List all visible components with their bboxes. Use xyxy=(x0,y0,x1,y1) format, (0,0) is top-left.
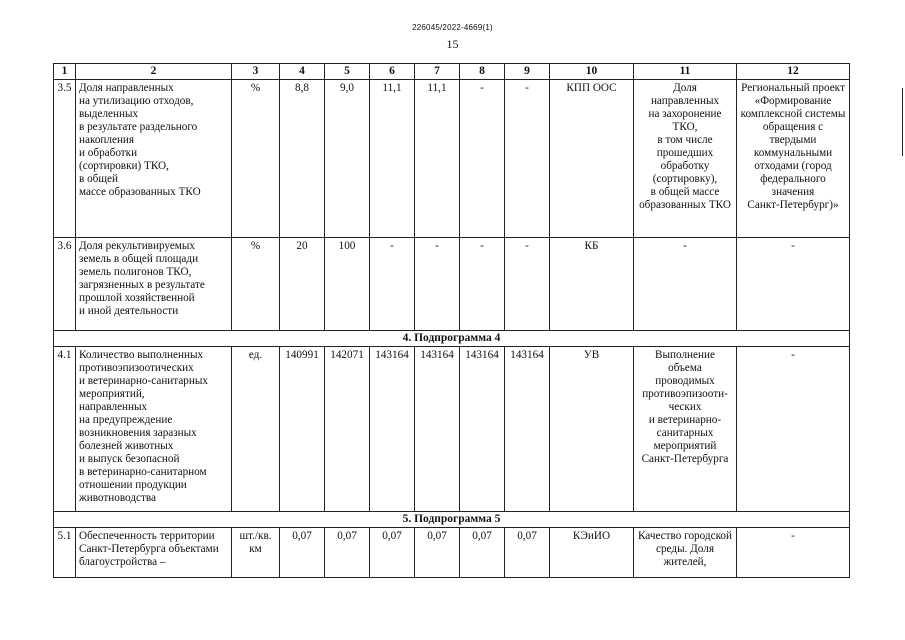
section-row-subprogram-5 xyxy=(54,512,850,528)
value-col9: - xyxy=(505,238,550,331)
header-cell-11: 11 xyxy=(634,64,737,80)
section-title: 4. Подпрограмма 4 xyxy=(54,331,850,347)
value-col4: 0,07 xyxy=(280,528,325,578)
table-header-row xyxy=(54,64,850,80)
row-number: 3.6 xyxy=(54,238,76,331)
header-cell-6: 6 xyxy=(370,64,415,80)
indicator-name: Количество выполненных противоэпизоотических и ветеринарно-санитарных мероприятий, направленных на предупреждение возникновения заразных болезней животных и выпуск безопасной в ветеринарно-санитарном отношении продукции животноводства xyxy=(76,347,232,512)
value-col6: 0,07 xyxy=(370,528,415,578)
row-number: 4.1 xyxy=(54,347,76,512)
value-col4: 8,8 xyxy=(280,80,325,238)
indicators-table xyxy=(53,63,850,578)
header-cell-10: 10 xyxy=(550,64,634,80)
table-row-3-6 xyxy=(54,238,850,331)
unit-cell: шт./кв. км xyxy=(232,528,280,578)
related-indicator-cell: Качество городской среды. Доля жителей, xyxy=(634,528,737,578)
related-indicator-cell: - xyxy=(634,238,737,331)
value-col6: 11,1 xyxy=(370,80,415,238)
unit-cell: % xyxy=(232,238,280,331)
header-cell-8: 8 xyxy=(460,64,505,80)
value-col7: 0,07 xyxy=(415,528,460,578)
value-col7: - xyxy=(415,238,460,331)
table-row-3-5 xyxy=(54,80,850,238)
indicator-name: Обеспеченность территории Санкт-Петербурга объектами благоустройства – xyxy=(76,528,232,578)
header-cell-7: 7 xyxy=(415,64,460,80)
value-col9: 0,07 xyxy=(505,528,550,578)
project-cell: - xyxy=(737,347,850,512)
scan-edge-line xyxy=(902,88,903,156)
table-row-4-1 xyxy=(54,347,850,512)
section-row-subprogram-4 xyxy=(54,331,850,347)
value-col7: 143164 xyxy=(415,347,460,512)
value-col4: 140991 xyxy=(280,347,325,512)
responsible-cell: КПП ООС xyxy=(550,80,634,238)
table-row-5-1 xyxy=(54,528,850,578)
row-number: 3.5 xyxy=(54,80,76,238)
value-col8: 0,07 xyxy=(460,528,505,578)
value-col8: - xyxy=(460,80,505,238)
value-col6: 143164 xyxy=(370,347,415,512)
header-cell-2: 2 xyxy=(76,64,232,80)
value-col9: - xyxy=(505,80,550,238)
value-col6: - xyxy=(370,238,415,331)
header-cell-5: 5 xyxy=(325,64,370,80)
responsible-cell: КЭиИО xyxy=(550,528,634,578)
indicator-name: Доля направленных на утилизацию отходов, выделенных в результате раздельного накопления и обработки (сортировки) ТКО, в общей массе образованных ТКО xyxy=(76,80,232,238)
value-col4: 20 xyxy=(280,238,325,331)
project-cell: - xyxy=(737,528,850,578)
unit-cell: % xyxy=(232,80,280,238)
unit-cell: ед. xyxy=(232,347,280,512)
project-cell: - xyxy=(737,238,850,331)
value-col8: - xyxy=(460,238,505,331)
responsible-cell: КБ xyxy=(550,238,634,331)
responsible-cell: УВ xyxy=(550,347,634,512)
header-cell-4: 4 xyxy=(280,64,325,80)
value-col9: 143164 xyxy=(505,347,550,512)
document-stamp: 226045/2022-4669(1) xyxy=(412,23,493,32)
header-cell-3: 3 xyxy=(232,64,280,80)
page-number: 15 xyxy=(446,37,459,51)
project-cell: Региональный проект «Формирование комплексной системы обращения с твердыми коммунальными отходами (город федерального значения Санкт-Петербург)» xyxy=(737,80,850,238)
section-title: 5. Подпрограмма 5 xyxy=(54,512,850,528)
indicator-name: Доля рекультивируемых земель в общей площади земель полигонов ТКО, загрязненных в результате прошлой хозяйственной и иной деятельности xyxy=(76,238,232,331)
value-col5: 142071 xyxy=(325,347,370,512)
header-cell-9: 9 xyxy=(505,64,550,80)
row-number: 5.1 xyxy=(54,528,76,578)
value-col8: 143164 xyxy=(460,347,505,512)
value-col5: 0,07 xyxy=(325,528,370,578)
header-cell-12: 12 xyxy=(737,64,850,80)
header-cell-1: 1 xyxy=(54,64,76,80)
related-indicator-cell: Выполнение объема проводимых противоэпизооти- ческих и ветеринарно- санитарных мероприятий Санкт-Петербурга xyxy=(634,347,737,512)
value-col7: 11,1 xyxy=(415,80,460,238)
related-indicator-cell: Доля направленных на захоронение ТКО, в том числе прошедших обработку (сортировку), в общей массе образованных ТКО xyxy=(634,80,737,238)
value-col5: 9,0 xyxy=(325,80,370,238)
value-col5: 100 xyxy=(325,238,370,331)
